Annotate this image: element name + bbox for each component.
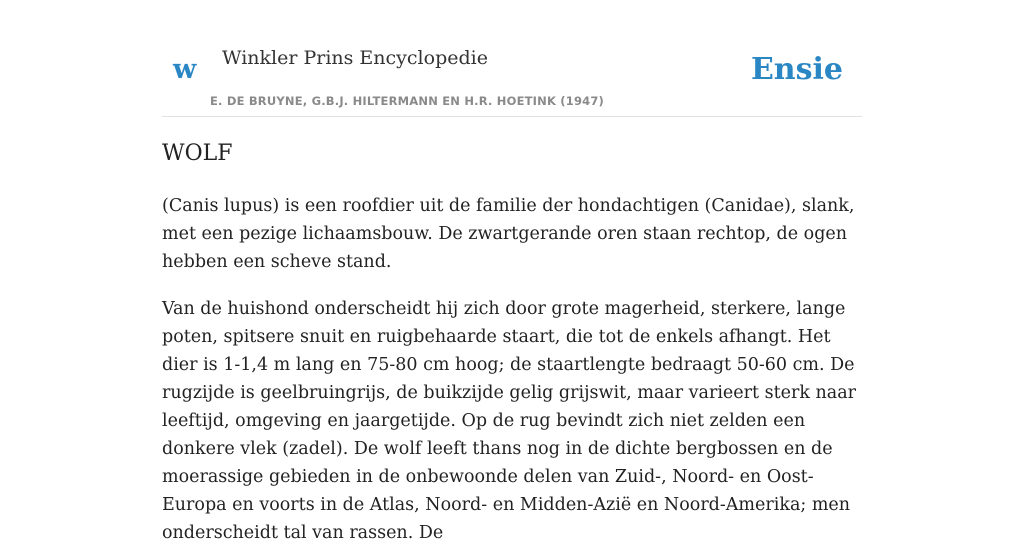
publication-logo-icon[interactable]: w xyxy=(173,54,197,85)
article-paragraph-2: Van de huishond onderscheidt hij zich door grote magerheid, sterkere, lange poten, spitsere snuit en ruigbehaarde staart, die tot de enkels afhangt. Het dier is 1-1,4 m lang en 75-80 cm hoog; de staartlengte bedraagt 50-60 cm. De rugzijde is geelbruingrijs, de buikzijde gelig grijswit, maar varieert sterk naar leeftijd, omgeving en jaargetijde. Op de rug bevindt zich niet zelden een donkere vlek (zadel). De wolf leeft thans nog in de dichte bergbossen en de moerassige gebieden in de onbewoonde delen van Zuid-, Noord- en Oost-Europa en voorts in de Atlas, Noord- en Midden-Azië en Noord-Amerika; men onderscheidt tal van rassen. De xyxy=(162,299,856,543)
publication-authors: E. DE BRUYNE, G.B.J. HILTERMANN EN H.R. HOETINK (1947) xyxy=(210,94,605,108)
ensie-brand-link[interactable]: Ensie xyxy=(750,52,843,87)
article-title: WOLF xyxy=(162,141,233,166)
publication-title[interactable]: Winkler Prins Encyclopedie xyxy=(222,47,488,69)
article-paragraph-1: (Canis lupus) is een roofdier uit de familie der hondachtigen (Canidae), slank, met een pezige lichaamsbouw. De zwartgerande oren staan rechtop, de ogen hebben een scheve stand. xyxy=(162,196,855,272)
site-header xyxy=(162,0,862,117)
article xyxy=(162,138,862,547)
